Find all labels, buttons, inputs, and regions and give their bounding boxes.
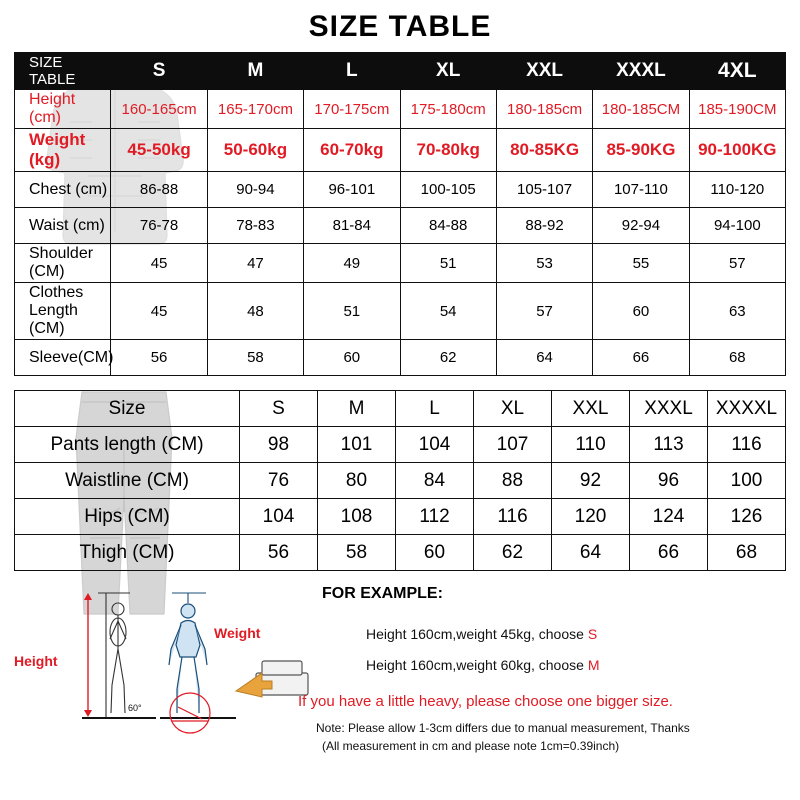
jacket-size-header-m: M bbox=[207, 53, 303, 90]
example-line-1-text: Height 160cm,weight 45kg, choose bbox=[366, 626, 588, 642]
cell-hips-xxxxl: 126 bbox=[708, 499, 786, 535]
cell-height-xxl: 180-185cm bbox=[496, 90, 592, 129]
cell-height-s: 160-165cm bbox=[111, 90, 207, 129]
cell-clothes-length-l: 51 bbox=[304, 283, 400, 340]
cell-chest-xxl: 105-107 bbox=[496, 172, 592, 208]
cell-waistline-m: 80 bbox=[318, 463, 396, 499]
cell-thigh-xxxxl: 68 bbox=[708, 535, 786, 571]
cell-clothes-length-xxl: 57 bbox=[496, 283, 592, 340]
cell-hips-xl: 116 bbox=[474, 499, 552, 535]
cell-waistline-xxl: 92 bbox=[552, 463, 630, 499]
page-title: SIZE TABLE bbox=[308, 10, 492, 43]
pants-size-table bbox=[14, 390, 786, 571]
cell-chest-xxxl: 107-110 bbox=[593, 172, 689, 208]
cell-hips-s: 104 bbox=[240, 499, 318, 535]
cell-clothes-length-m: 48 bbox=[207, 283, 303, 340]
example-line-2-size: M bbox=[587, 657, 600, 673]
example-line-2 bbox=[366, 657, 599, 673]
cell-clothes-length-xxxl: 60 bbox=[593, 283, 689, 340]
table-header-row bbox=[15, 391, 786, 427]
table-row bbox=[15, 427, 786, 463]
cell-waistline-xl: 88 bbox=[474, 463, 552, 499]
cell-pants-length-m: 101 bbox=[318, 427, 396, 463]
pants-size-header-s: S bbox=[240, 391, 318, 427]
cell-thigh-s: 56 bbox=[240, 535, 318, 571]
table-row bbox=[15, 499, 786, 535]
cell-thigh-xl: 62 bbox=[474, 535, 552, 571]
row-label-thigh: Thigh (CM) bbox=[15, 535, 240, 571]
row-label-clothes-length: Clothes Length (CM) bbox=[15, 283, 111, 340]
cell-shoulder-m: 47 bbox=[207, 244, 303, 283]
example-heading: FOR EXAMPLE: bbox=[322, 585, 443, 602]
table-row bbox=[15, 90, 786, 129]
cell-pants-length-xxxxl: 116 bbox=[708, 427, 786, 463]
cell-chest-4xl: 110-120 bbox=[689, 172, 785, 208]
angle-label: 60° bbox=[128, 703, 142, 713]
cell-sleeve-l: 60 bbox=[304, 340, 400, 376]
jacket-size-header-xxl: XXL bbox=[496, 53, 592, 90]
weight-label: Weight bbox=[214, 625, 261, 641]
cell-chest-s: 86-88 bbox=[111, 172, 207, 208]
cell-chest-m: 90-94 bbox=[207, 172, 303, 208]
cell-thigh-l: 60 bbox=[396, 535, 474, 571]
cell-height-4xl: 185-190CM bbox=[689, 90, 785, 129]
example-line-1-size: S bbox=[587, 626, 598, 642]
cell-weight-4xl: 90-100KG bbox=[689, 129, 785, 172]
cell-pants-length-l: 104 bbox=[396, 427, 474, 463]
row-label-height: Height (cm) bbox=[15, 90, 111, 129]
cell-pants-length-xl: 107 bbox=[474, 427, 552, 463]
cell-height-xxxl: 180-185CM bbox=[593, 90, 689, 129]
pants-size-header-xxxxl: XXXXL bbox=[708, 391, 786, 427]
table-row bbox=[15, 208, 786, 244]
cell-waistline-l: 84 bbox=[396, 463, 474, 499]
pants-size-header-xl: XL bbox=[474, 391, 552, 427]
table-row bbox=[15, 172, 786, 208]
pants-size-header-m: M bbox=[318, 391, 396, 427]
table-row bbox=[15, 283, 786, 340]
cell-sleeve-xxxl: 66 bbox=[593, 340, 689, 376]
table-row bbox=[15, 340, 786, 376]
cell-height-xl: 175-180cm bbox=[400, 90, 496, 129]
cell-weight-xl: 70-80kg bbox=[400, 129, 496, 172]
pants-size-header-xxxl: XXXL bbox=[630, 391, 708, 427]
cell-weight-l: 60-70kg bbox=[304, 129, 400, 172]
cell-weight-m: 50-60kg bbox=[207, 129, 303, 172]
cell-hips-xxxl: 124 bbox=[630, 499, 708, 535]
cell-waist-s: 76-78 bbox=[111, 208, 207, 244]
cell-pants-length-s: 98 bbox=[240, 427, 318, 463]
cell-shoulder-xxl: 53 bbox=[496, 244, 592, 283]
cell-sleeve-4xl: 68 bbox=[689, 340, 785, 376]
cell-pants-length-xxl: 110 bbox=[552, 427, 630, 463]
cell-hips-m: 108 bbox=[318, 499, 396, 535]
cell-clothes-length-xl: 54 bbox=[400, 283, 496, 340]
jacket-size-table bbox=[14, 52, 786, 376]
cell-sleeve-xxl: 64 bbox=[496, 340, 592, 376]
row-label-sleeve: Sleeve(CM) bbox=[15, 340, 111, 376]
table-row bbox=[15, 129, 786, 172]
cell-thigh-xxxl: 66 bbox=[630, 535, 708, 571]
cell-waistline-xxxxl: 100 bbox=[708, 463, 786, 499]
cell-hips-xxl: 120 bbox=[552, 499, 630, 535]
jacket-size-header-4xl: 4XL bbox=[689, 53, 785, 90]
cell-waist-xxxl: 92-94 bbox=[593, 208, 689, 244]
row-label-pants-length: Pants length (CM) bbox=[15, 427, 240, 463]
bigger-size-advice: If you have a little heavy, please choose one bigger size. bbox=[298, 693, 673, 710]
row-label-waistline: Waistline (CM) bbox=[15, 463, 240, 499]
cell-height-l: 170-175cm bbox=[304, 90, 400, 129]
cell-sleeve-s: 56 bbox=[111, 340, 207, 376]
table-row bbox=[15, 463, 786, 499]
cell-waist-xl: 84-88 bbox=[400, 208, 496, 244]
pants-size-header-l: L bbox=[396, 391, 474, 427]
table-row bbox=[15, 535, 786, 571]
pants-size-header-xxl: XXL bbox=[552, 391, 630, 427]
cell-chest-l: 96-101 bbox=[304, 172, 400, 208]
measurement-note: Note: Please allow 1-3cm differs due to manual measurement, Thanks bbox=[316, 721, 690, 735]
cell-thigh-xxl: 64 bbox=[552, 535, 630, 571]
unit-conversion-note: (All measurement in cm and please note 1cm=0.39inch) bbox=[322, 739, 620, 753]
cell-waist-xxl: 88-92 bbox=[496, 208, 592, 244]
row-label-weight: Weight (kg) bbox=[15, 129, 111, 172]
cell-shoulder-xl: 51 bbox=[400, 244, 496, 283]
jacket-size-header-l: L bbox=[304, 53, 400, 90]
cell-waist-m: 78-83 bbox=[207, 208, 303, 244]
jacket-table-corner-label: SIZE TABLE bbox=[15, 53, 111, 90]
cell-sleeve-m: 58 bbox=[207, 340, 303, 376]
cell-shoulder-l: 49 bbox=[304, 244, 400, 283]
height-label: Height bbox=[14, 653, 58, 669]
jacket-size-header-xxxl: XXXL bbox=[593, 53, 689, 90]
row-label-hips: Hips (CM) bbox=[15, 499, 240, 535]
pants-table-corner-label: Size bbox=[15, 391, 240, 427]
row-label-waist: Waist (cm) bbox=[15, 208, 111, 244]
cell-chest-xl: 100-105 bbox=[400, 172, 496, 208]
cell-waist-l: 81-84 bbox=[304, 208, 400, 244]
cell-shoulder-4xl: 57 bbox=[689, 244, 785, 283]
cell-weight-xxxl: 85-90KG bbox=[593, 129, 689, 172]
cell-sleeve-xl: 62 bbox=[400, 340, 496, 376]
cell-thigh-m: 58 bbox=[318, 535, 396, 571]
row-label-shoulder: Shoulder (CM) bbox=[15, 244, 111, 283]
cell-height-m: 165-170cm bbox=[207, 90, 303, 129]
cell-weight-s: 45-50kg bbox=[111, 129, 207, 172]
example-line-2-text: Height 160cm,weight 60kg, choose bbox=[366, 657, 588, 673]
cell-waist-4xl: 94-100 bbox=[689, 208, 785, 244]
jacket-table-section bbox=[14, 52, 786, 376]
cell-waistline-s: 76 bbox=[240, 463, 318, 499]
cell-clothes-length-4xl: 63 bbox=[689, 283, 785, 340]
example-line-1 bbox=[366, 626, 597, 642]
cell-hips-l: 112 bbox=[396, 499, 474, 535]
jacket-size-header-s: S bbox=[111, 53, 207, 90]
pants-table-section bbox=[14, 390, 786, 571]
cell-waistline-xxxl: 96 bbox=[630, 463, 708, 499]
example-section bbox=[0, 581, 800, 771]
cell-clothes-length-s: 45 bbox=[111, 283, 207, 340]
table-row bbox=[15, 244, 786, 283]
row-label-chest: Chest (cm) bbox=[15, 172, 111, 208]
cell-shoulder-s: 45 bbox=[111, 244, 207, 283]
cell-weight-xxl: 80-85KG bbox=[496, 129, 592, 172]
jacket-size-header-xl: XL bbox=[400, 53, 496, 90]
cell-pants-length-xxxl: 113 bbox=[630, 427, 708, 463]
table-header-row bbox=[15, 53, 786, 90]
cell-shoulder-xxxl: 55 bbox=[593, 244, 689, 283]
measurement-diagram-icon bbox=[60, 587, 320, 737]
